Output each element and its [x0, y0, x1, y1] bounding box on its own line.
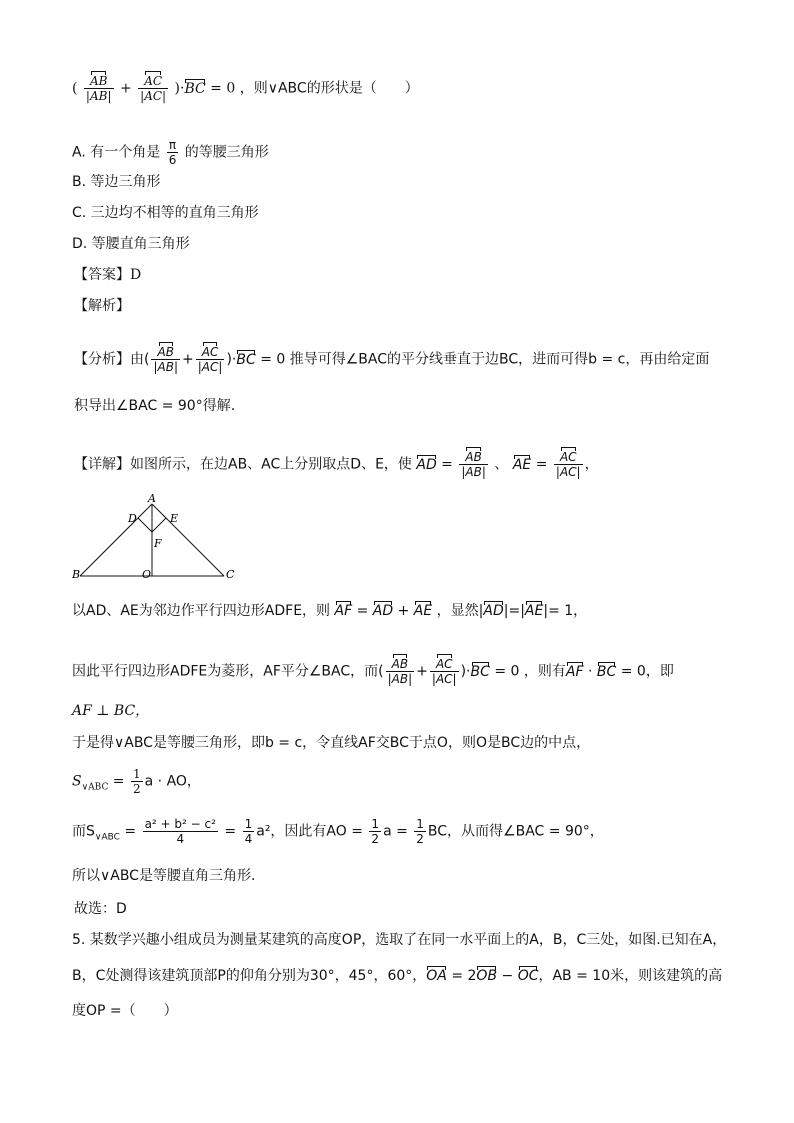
area-formula-2: 而$S_{\vee ABC}$ = $\frac{\text{a² + b² − c²}}{4}$ = $\frac{1}{4}$ a²，因此有AO = $\frac{1}{2}$ a = $\frac{1}{2}$ BC，从而得∠BAC = 90°， — [72, 817, 604, 846]
segment-df — [138, 518, 152, 532]
question-text: ，则∨ABC的形状是（ ） — [239, 80, 419, 97]
label-d: D — [128, 512, 137, 525]
label-c: C — [226, 568, 235, 581]
option-d: D. 等腰直角三角形 — [72, 236, 190, 252]
label-a: A — [148, 492, 156, 505]
analysis-tag: 【解析】 — [74, 298, 130, 314]
triangle-figure — [68, 492, 248, 584]
detail-line-3: AF ⊥ BC， — [72, 703, 150, 719]
answer-value: D — [130, 267, 142, 283]
unit-vector-ac: $\frac{AC}{|AC|}$ — [140, 74, 167, 103]
detail-line-4: 于是得∨ABC是等腰三角形，即b = c，令直线AF交BC于点O，则O是BC边的中点， — [72, 735, 591, 751]
analysis-summary-cont: 积导出∠BAC = 90°得解. — [74, 398, 236, 414]
question-5-line-2: B，C处测得该建筑顶部P的仰角分别为30°，45°，60°，OA = 2OB − OC，AB = 10米，则该建筑的高 — [72, 968, 723, 984]
option-c: C. 三边均不相等的直角三角形 — [72, 205, 259, 221]
detail-conclusion: 所以∨ABC是等腰直角三角形. — [72, 868, 256, 884]
segment-ab — [80, 504, 152, 576]
answer-tag: 【答案】 — [74, 267, 130, 283]
detail-line-2: 因此平行四边形ADFE为菱形，AF平分∠BAC，而( $\frac{AB}{|AB|}$ + $\frac{AC}{|AC|}$ )·BC = 0 ，则有AF · BC = 0，即 — [72, 657, 674, 686]
analysis-summary: 【分析】由( $\frac{AB}{|AB|}$ + $\frac{AC}{|AC|}$ )·BC = 0 推导可得∠BAC的平分线垂直于边BC，进而可得b = c，再由给定面 — [74, 345, 710, 374]
label-b: B — [72, 568, 81, 581]
label-f: F — [154, 537, 162, 550]
answer-line — [74, 268, 141, 282]
option-a: A. 有一个角是 $\frac{\pi}{6}$ 的等腰三角形 — [72, 138, 269, 167]
area-formula-1: $S_{\vee ABC}$ = $\frac{1}{2}$ a · AO， — [72, 767, 201, 796]
segment-ac — [152, 504, 224, 576]
option-b: B. 等边三角形 — [72, 174, 161, 190]
detail-intro: 【详解】如图所示，在边AB、AC上分别取点D、E，使 AD = $\frac{AB}{|AB|}$ 、 AE = $\frac{AC}{|AC|}$ ， — [74, 450, 599, 479]
paren-open: ( — [72, 80, 78, 97]
unit-vector-ab: $\frac{AB}{|AB|}$ — [85, 74, 112, 103]
question-condition: ( $\frac{AB}{|AB|}$ + $\frac{AC}{|AC|}$ )·BC = 0 ，则∨ABC的形状是（ ） — [72, 74, 419, 103]
option-a-fraction: $\frac{\pi}{6}$ — [168, 138, 177, 167]
label-e: E — [170, 512, 179, 525]
detail-line-1: 以AD、AE为邻边作平行四边形ADFE，则 AF = AD + AE ，显然|AD|=|AE|= 1， — [72, 603, 588, 619]
question-5-line-3: 度OP =（ ） — [72, 1003, 178, 1019]
question-5-line-1: 5. 某数学兴趣小组成员为测量某建筑的高度OP，选取了在同一水平面上的A，B，C三处，如图.已知在A， — [72, 932, 727, 948]
segment-ef — [152, 518, 166, 532]
detail-choice: 故选：D — [74, 901, 127, 917]
label-o: O — [142, 568, 152, 581]
